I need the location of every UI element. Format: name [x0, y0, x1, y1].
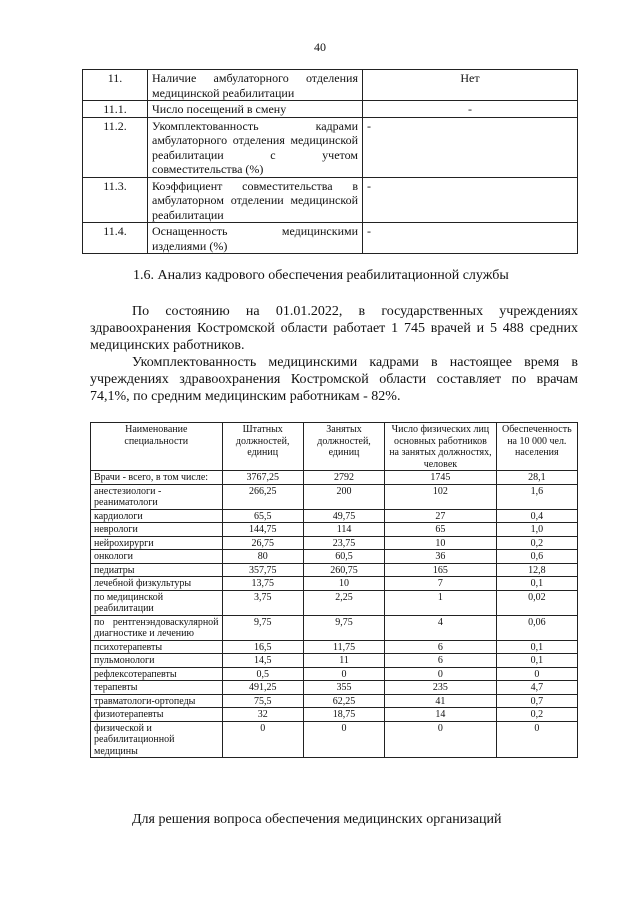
staff-positions: 13,75 — [222, 577, 303, 591]
staff-positions: 9,75 — [222, 615, 303, 640]
supply-per-10000: 0,2 — [496, 536, 577, 550]
staff-positions: 491,25 — [222, 681, 303, 695]
specialty-name: физической и реабилитационной медицины — [91, 721, 223, 758]
occupied-positions: 62,25 — [303, 694, 384, 708]
staff-positions: 14,5 — [222, 654, 303, 668]
staff-row — [91, 654, 578, 668]
supply-per-10000: 0,4 — [496, 509, 577, 523]
staff-positions: 357,75 — [222, 563, 303, 577]
staff-positions: 65,5 — [222, 509, 303, 523]
staff-row — [91, 667, 578, 681]
header-staff-positions: Штатных должностей, единиц — [222, 423, 303, 471]
specialty-name: анестезиологи - реаниматологи — [91, 484, 223, 509]
staff-positions: 26,75 — [222, 536, 303, 550]
indicator-value: - — [363, 223, 578, 254]
section-heading: 1.6. Анализ кадрового обеспечения реабилитационной службы — [133, 268, 509, 283]
staff-positions: 0 — [222, 721, 303, 758]
indicator-row — [83, 223, 578, 254]
supply-per-10000: 0,6 — [496, 550, 577, 564]
staff-positions: 3,75 — [222, 590, 303, 615]
indicator-value: - — [363, 101, 578, 118]
specialty-name: по рентгенэндоваскулярной диагностике и лечению — [91, 615, 223, 640]
specialty-name: Врачи - всего, в том числе: — [91, 471, 223, 485]
supply-per-10000: 0,2 — [496, 708, 577, 722]
persons-count: 102 — [385, 484, 496, 509]
staff-positions: 3767,25 — [222, 471, 303, 485]
paragraph-continuation-text: Для решения вопроса обеспечения медицинских организаций — [132, 812, 502, 827]
persons-count: 1745 — [385, 471, 496, 485]
staff-positions: 266,25 — [222, 484, 303, 509]
paragraph-staff-count — [90, 303, 578, 354]
persons-count: 7 — [385, 577, 496, 591]
persons-count: 27 — [385, 509, 496, 523]
indicator-name: Число посещений в смену — [148, 101, 363, 118]
specialty-name: по медицинской реабилитации — [91, 590, 223, 615]
occupied-positions: 0 — [303, 667, 384, 681]
page-number: 40 — [314, 40, 326, 54]
specialty-name: неврологи — [91, 523, 223, 537]
persons-count: 0 — [385, 721, 496, 758]
occupied-positions: 9,75 — [303, 615, 384, 640]
staff-row — [91, 484, 578, 509]
indicator-name: Коэффициент совместительства в амбулаторном отделении медицинской реабилитации — [148, 177, 363, 223]
indicator-number: 11.3. — [83, 177, 148, 223]
persons-count: 0 — [385, 667, 496, 681]
persons-count: 36 — [385, 550, 496, 564]
occupied-positions: 2792 — [303, 471, 384, 485]
specialty-name: онкологи — [91, 550, 223, 564]
occupied-positions: 260,75 — [303, 563, 384, 577]
staff-row — [91, 577, 578, 591]
occupied-positions: 10 — [303, 577, 384, 591]
occupied-positions: 11,75 — [303, 640, 384, 654]
staff-row — [91, 640, 578, 654]
occupied-positions: 200 — [303, 484, 384, 509]
staff-positions: 0,5 — [222, 667, 303, 681]
indicator-name: Укомплектованность кадрами амбулаторного отделения медицинской реабилитации с учетом совместительства (%) — [148, 117, 363, 177]
staff-row — [91, 509, 578, 523]
occupied-positions: 23,75 — [303, 536, 384, 550]
specialty-name: физиотерапевты — [91, 708, 223, 722]
supply-per-10000: 0 — [496, 667, 577, 681]
supply-per-10000: 4,7 — [496, 681, 577, 695]
indicator-number: 11.4. — [83, 223, 148, 254]
staff-row — [91, 681, 578, 695]
staff-row — [91, 694, 578, 708]
specialty-name: лечебной физкультуры — [91, 577, 223, 591]
specialty-name: терапевты — [91, 681, 223, 695]
occupied-positions: 11 — [303, 654, 384, 668]
header-specialty: Наименование специальности — [91, 423, 223, 471]
persons-count: 14 — [385, 708, 496, 722]
staff-row — [91, 590, 578, 615]
supply-per-10000: 0,02 — [496, 590, 577, 615]
persons-count: 1 — [385, 590, 496, 615]
indicator-row — [83, 177, 578, 223]
staff-positions: 32 — [222, 708, 303, 722]
supply-per-10000: 1,0 — [496, 523, 577, 537]
header-occupied-positions: Занятых должностей, единиц — [303, 423, 384, 471]
specialty-name: педиатры — [91, 563, 223, 577]
specialty-name: кардиологи — [91, 509, 223, 523]
supply-per-10000: 0,1 — [496, 654, 577, 668]
occupied-positions: 0 — [303, 721, 384, 758]
persons-count: 235 — [385, 681, 496, 695]
staff-table-header — [91, 423, 578, 471]
indicator-value: Нет — [363, 70, 578, 101]
staff-row — [91, 471, 578, 485]
supply-per-10000: 0,7 — [496, 694, 577, 708]
staff-positions: 75,5 — [222, 694, 303, 708]
paragraph-staffing-level-text: Укомплектованность медицинскими кадрами в настоящее время в учреждениях здравоохранения Костромской области составляет по врачам 74,1%, по средним медицинским работникам - 82%. — [90, 355, 578, 404]
staff-positions: 16,5 — [222, 640, 303, 654]
staff-row — [91, 536, 578, 550]
persons-count: 65 — [385, 523, 496, 537]
supply-per-10000: 28,1 — [496, 471, 577, 485]
indicator-name: Оснащенность медицинскими изделиями (%) — [148, 223, 363, 254]
indicator-name: Наличие амбулаторного отделения медицинской реабилитации — [148, 70, 363, 101]
supply-per-10000: 12,8 — [496, 563, 577, 577]
indicator-value: - — [363, 117, 578, 177]
indicator-number: 11.1. — [83, 101, 148, 118]
occupied-positions: 2,25 — [303, 590, 384, 615]
persons-count: 4 — [385, 615, 496, 640]
supply-per-10000: 1,6 — [496, 484, 577, 509]
specialty-name: пульмонологи — [91, 654, 223, 668]
occupied-positions: 114 — [303, 523, 384, 537]
indicator-number: 11.2. — [83, 117, 148, 177]
supply-per-10000: 0,1 — [496, 640, 577, 654]
staff-positions: 80 — [222, 550, 303, 564]
indicator-value: - — [363, 177, 578, 223]
staff-row — [91, 708, 578, 722]
staff-positions: 144,75 — [222, 523, 303, 537]
staff-row — [91, 523, 578, 537]
paragraph-continuation — [90, 811, 578, 828]
occupied-positions: 355 — [303, 681, 384, 695]
staff-row — [91, 550, 578, 564]
persons-count: 10 — [385, 536, 496, 550]
header-persons: Число физических лиц основных работников на занятых должностях, человек — [385, 423, 496, 471]
rehab-indicators-table — [82, 69, 578, 254]
occupied-positions: 49,75 — [303, 509, 384, 523]
staff-row — [91, 563, 578, 577]
specialty-name: рефлексотерапевты — [91, 667, 223, 681]
staff-row — [91, 615, 578, 640]
specialty-name: травматологи-ортопеды — [91, 694, 223, 708]
specialty-name: нейрохирурги — [91, 536, 223, 550]
paragraph-staff-count-text: По состоянию на 01.01.2022, в государственных учреждениях здравоохранения Костромской области работает 1 745 врачей и 5 488 средних медицинских работников. — [90, 304, 578, 353]
indicator-number: 11. — [83, 70, 148, 101]
specialty-name: психотерапевты — [91, 640, 223, 654]
supply-per-10000: 0,1 — [496, 577, 577, 591]
supply-per-10000: 0 — [496, 721, 577, 758]
indicator-row — [83, 101, 578, 118]
paragraph-staffing-level — [90, 354, 578, 405]
occupied-positions: 60,5 — [303, 550, 384, 564]
persons-count: 165 — [385, 563, 496, 577]
indicator-row — [83, 70, 578, 101]
persons-count: 41 — [385, 694, 496, 708]
supply-per-10000: 0,06 — [496, 615, 577, 640]
indicator-row — [83, 117, 578, 177]
persons-count: 6 — [385, 654, 496, 668]
occupied-positions: 18,75 — [303, 708, 384, 722]
staff-row — [91, 721, 578, 758]
staff-table — [90, 422, 578, 758]
persons-count: 6 — [385, 640, 496, 654]
header-supply: Обеспеченность на 10 000 чел. населения — [496, 423, 577, 471]
